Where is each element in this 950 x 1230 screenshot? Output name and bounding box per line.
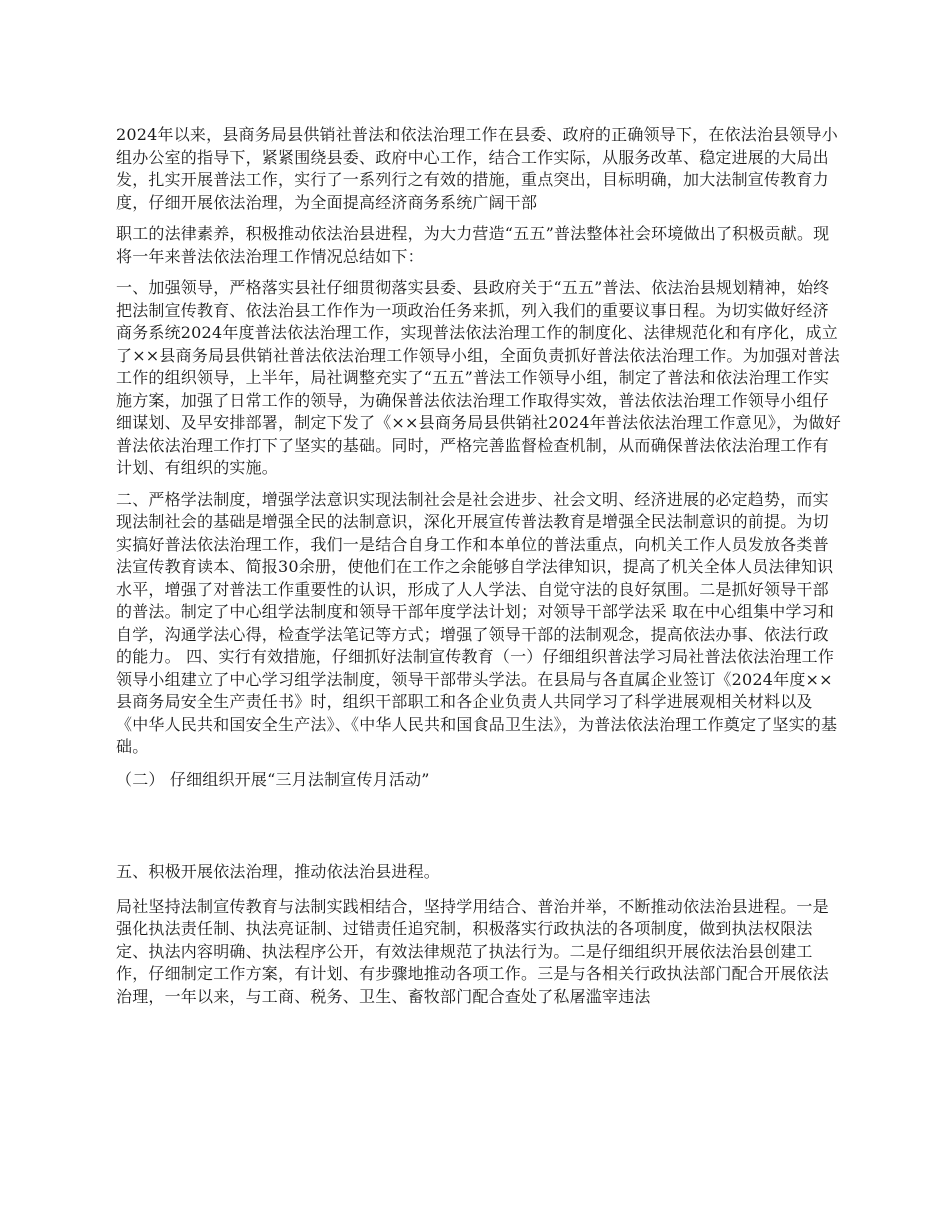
document-page: [116, 124, 841, 1008]
paragraph-section-leadership: 一、加强领导，严格落实县社仔细贯彻落实县委、县政府关于“五五”普法、依法治县规划精神，始终把法制宣传教育、依法治县工作作为一项政治任务来抓，列入我们的重要议事日程。为切实做好经济商务系统2024年度普法依法治理工作，实现普法依法治理工作的制度化、法律规范化和有序化，成立了××县商务局县供销社普法依法治理工作领导小组，全面负责抓好普法依法治理工作。为加强对普法工作的组织领导，上半年，局社调整充实了“五五”普法工作领导小组，制定了普法和依法治理工作实施方案，加强了日常工作的领导，为确保普法依法治理工作取得实效，普法依法治理工作领导小组仔细谋划、及早安排部署，制定下发了《××县商务局县供销社2024年普法依法治理工作意见》，为做好普法依法治理工作打下了坚实的基础。同时，严格完善监督检查机制，从而确保普法依法治理工作有计划、有组织的实施。: [116, 278, 841, 477]
paragraph-intro: 2024年以来，县商务局县供销社普法和依法治理工作在县委、政府的正确领导下，在依法治县领导小组办公室的指导下，紧紧围绕县委、政府中心工作，结合工作实际，从服务改革、稳定进展的大局出发，扎实开展普法工作，实行了一系列行之有效的措施，重点突出，目标明确，加大法制宣传教育力度，仔细开展依法治理，为全面提高经济商务系统广阔干部: [116, 125, 838, 212]
paragraph-intro-continued: 职工的法律素养，积极推动依法治县进程，为大力营造“五五”普法整体社会环境做出了积极贡献。现将一年来普法依法治理工作情况总结如下：: [116, 224, 830, 266]
heading-section-governance: 五、积极开展依法治理，推动依法治县进程。: [116, 862, 441, 881]
paragraph-section-study-system: 二、严格学法制度，增强学法意识实现法制社会是社会进步、社会文明、经济进展的必定趋势，而实现法制社会的基础是增强全民的法制意识，深化开展宣传普法教育是增强全民法制意识的前提。为切实搞好普法依法治理工作，我们一是结合自身工作和本单位的普法重点，向机关工作人员发放各类普法宣传教育读本、简报30余册，使他们在工作之余能够自学法律知识，提高了机关全体人员法律知识水平，增强了对普法工作重要性的认识，形成了人人学法、自觉守法的良好氛围。二是抓好领导干部的普法。制定了中心组学法制度和领导干部年度学法计划；对领导干部学法采 取在中心组集中学习和自学，沟通学法心得，检查学法笔记等方式；增强了领导干部的法制观念，提高依法办事、依法行政的能力。 四、实行有效措施，仔细抓好法制宣传教育（一）仔细组织普法学习局社普法依法治理工作领导小组建立了中心学习组学法制度，领导干部带头学法。在县局与各直属企业签订《2024年度××县商务局安全生产责任书》时，组织干部职工和各企业负责人共同学习了科学进展观相关材料以及《中华人民共和国安全生产法》、《中华人民共和国食品卫生法》，为普法依法治理工作奠定了坚实的基础。: [116, 489, 838, 756]
paragraph-section-governance: 局社坚持法制宣传教育与法制实践相结合，坚持学用结合、普治并举，不断推动依法治县进程。一是强化执法责任制、执法亮证制、过错责任追究制，积极落实行政执法的各项制度，做到执法权限法定、执法内容明确、执法程序公开，有效法律规范了执法行为。二是仔细组织开展依法治县创建工作，仔细制定工作方案，有计划、有步骤地推动各项工作。三是与各相关行政执法部门配合开展依法治理，一年以来，与工商、税务、卫生、畜牧部门配合查处了私屠滥宰违法: [116, 896, 829, 1006]
subheading-legal-month: （二） 仔细组织开展“三月法制宣传月活动”: [116, 769, 430, 789]
